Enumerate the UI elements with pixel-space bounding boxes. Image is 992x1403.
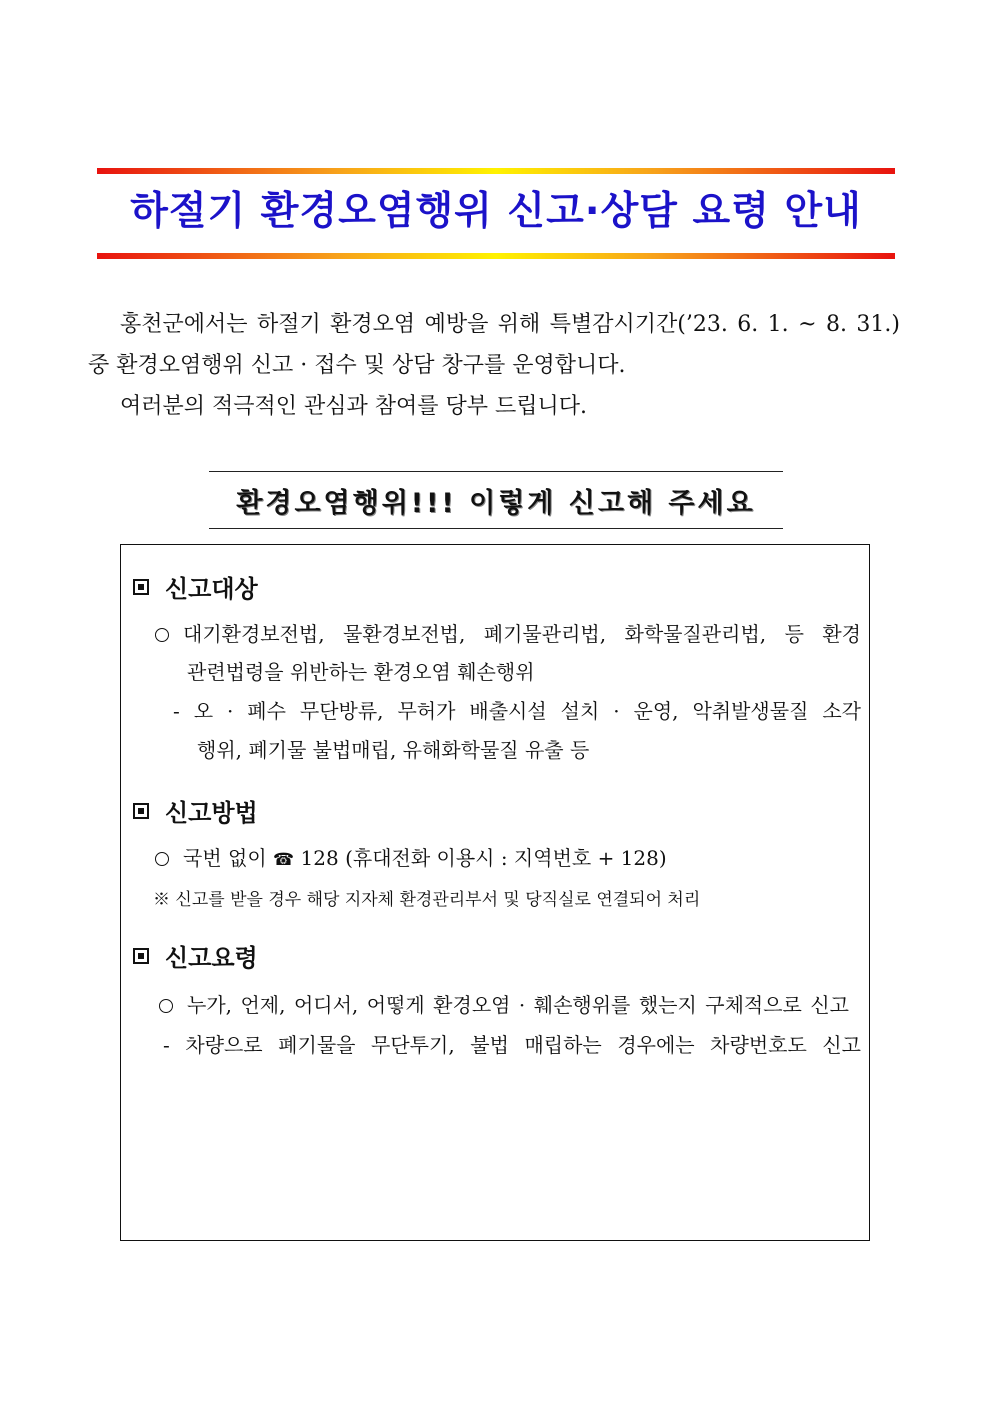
section-heading-label: 신고방법 (165, 799, 258, 827)
square-bullet-icon (133, 948, 149, 964)
intro-paragraph-1: 홍천군에서는 하절기 환경오염 예방을 위해 특별감시기간(’23. 6. 1. ~ 8. 31.) 중 환경오염행위 신고 · 접수 및 상담 창구를 운영합니다. (88, 312, 900, 378)
target-sub-line1: - 오 · 폐수 무단방류, 무허가 배출시설 설치 · 운영, 악취발생물질 소각 (173, 699, 861, 723)
subtitle-banner (209, 471, 783, 529)
section-heading-label: 신고대상 (165, 575, 258, 603)
list-item (155, 839, 667, 879)
page-title: 하절기 환경오염행위 신고·상담 요령 안내 (130, 189, 862, 234)
method-number: 128 (휴대전화 이용시 : 지역번호 + 128) (300, 846, 667, 870)
section-heading-target (133, 569, 258, 604)
subtitle: 환경오염행위!!! 이렇게 신고해 주세요 (236, 488, 756, 519)
section-heading-guide (133, 938, 258, 973)
section-heading-label: 신고요령 (165, 944, 258, 972)
circle-bullet-icon (159, 999, 173, 1013)
phone-icon: ☎ (273, 850, 295, 870)
title-bar-top (97, 168, 895, 174)
method-prefix: 국번 없이 (183, 846, 267, 870)
guide-sub: - 차량으로 폐기물을 무단투기, 불법 매립하는 경우에는 차량번호도 신고 (163, 1033, 861, 1057)
section-heading-method (133, 793, 258, 828)
target-sub-line2: 행위, 폐기물 불법매립, 유해화학물질 유출 등 (197, 738, 590, 762)
title-bar-bottom (97, 253, 895, 259)
circle-bullet-icon (155, 628, 169, 642)
list-item (159, 986, 849, 1024)
square-bullet-icon (133, 579, 149, 595)
info-box (120, 544, 870, 1241)
guide-item: 누가, 언제, 어디서, 어떻게 환경오염 · 훼손행위를 했는지 구체적으로 신고 (187, 993, 849, 1017)
intro-paragraph-2: 여러분의 적극적인 관심과 참여를 당부 드립니다. (120, 394, 588, 419)
intro-text (88, 304, 900, 427)
square-bullet-icon (133, 803, 149, 819)
target-item-line2: 관련법령을 위반하는 환경오염 훼손행위 (187, 660, 535, 684)
circle-bullet-icon (155, 852, 169, 866)
list-item (155, 615, 861, 653)
target-item-line1: 대기환경보전법, 물환경보전법, 폐기물관리법, 화학물질관리법, 등 환경 (183, 622, 861, 646)
method-note: ※ 신고를 받을 경우 해당 지자체 환경관리부서 및 당직실로 연결되어 처리 (153, 890, 701, 910)
